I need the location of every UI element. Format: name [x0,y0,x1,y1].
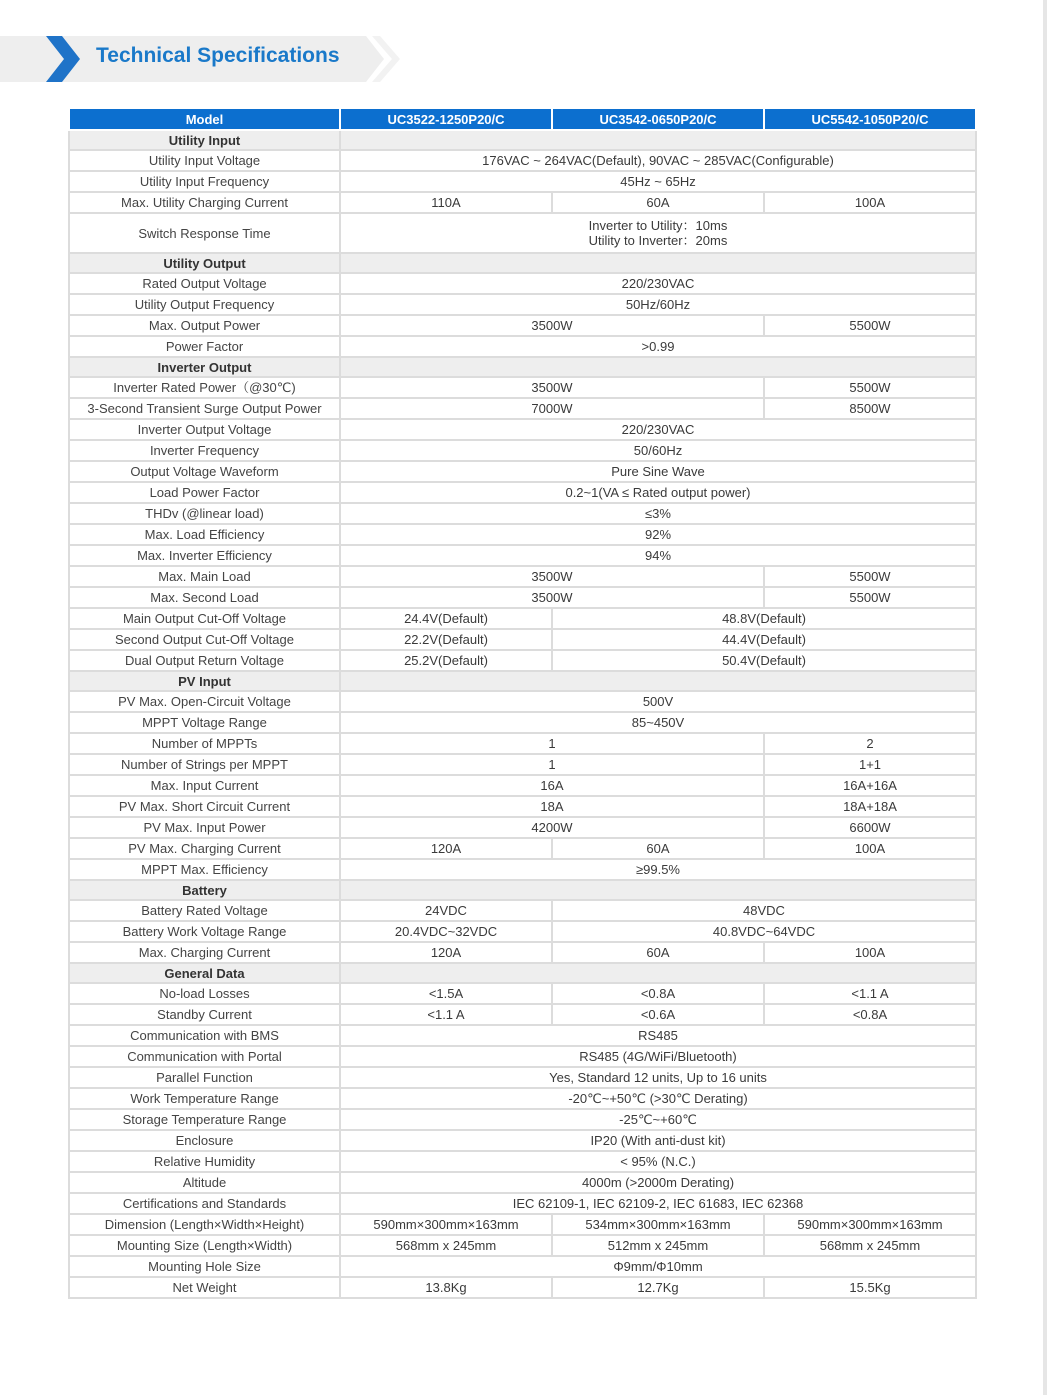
spec-value: IEC 62109-1, IEC 62109-2, IEC 61683, IEC 62368 [340,1193,976,1214]
spec-label: Battery Work Voltage Range [69,921,340,942]
spec-value: 5500W [764,315,976,336]
table-row [69,1067,976,1088]
spec-value: 40.8VDC~64VDC [552,921,976,942]
table-row [69,1025,976,1046]
spec-label: Max. Main Load [69,566,340,587]
spec-value: Pure Sine Wave [340,461,976,482]
table-row [69,1172,976,1193]
table-row [69,545,976,566]
spec-label: Number of Strings per MPPT [69,754,340,775]
spec-value: 94% [340,545,976,566]
table-row [69,377,976,398]
spec-label: Work Temperature Range [69,1088,340,1109]
table-row [69,1277,976,1298]
spec-value: 44.4V(Default) [552,629,976,650]
table-header-row [69,108,976,130]
spec-value: 48VDC [552,900,976,921]
spec-value: 120A [340,942,552,963]
table-row [69,482,976,503]
spec-value: 12.7Kg [552,1277,764,1298]
spec-value: ≤3% [340,503,976,524]
spec-label: Utility Input Voltage [69,150,340,171]
table-row [69,859,976,880]
table-row [69,587,976,608]
spec-value: 48.8V(Default) [552,608,976,629]
table-row [69,942,976,963]
spec-label: Net Weight [69,1277,340,1298]
spec-value: -25℃~+60℃ [340,1109,976,1130]
spec-value: 100A [764,838,976,859]
section-title: Inverter Output [69,357,340,377]
table-row [69,566,976,587]
table-row [69,629,976,650]
spec-value: 22.2V(Default) [340,629,552,650]
spec-value-line: Utility to Inverter：20ms [588,233,728,248]
spec-value: 590mm×300mm×163mm [340,1214,552,1235]
spec-value: 25.2V(Default) [340,650,552,671]
spec-value: 60A [552,192,764,213]
table-row [69,1109,976,1130]
spec-value: <0.6A [552,1004,764,1025]
table-row [69,712,976,733]
table-row [69,1046,976,1067]
spec-value: 18A [340,796,764,817]
table-row [69,1004,976,1025]
spec-label: Enclosure [69,1130,340,1151]
table-row [69,1235,976,1256]
spec-label: Max. Second Load [69,587,340,608]
spec-value: Yes, Standard 12 units, Up to 16 units [340,1067,976,1088]
table-row [69,754,976,775]
spec-value: 7000W [340,398,764,419]
section-filler [340,130,976,150]
table-row [69,817,976,838]
spec-value: 500V [340,691,976,712]
spec-label: Max. Load Efficiency [69,524,340,545]
spec-label: PV Max. Short Circuit Current [69,796,340,817]
spec-value: 100A [764,942,976,963]
column-header-uc3542: UC3542-0650P20/C [552,108,764,130]
spec-value: 100A [764,192,976,213]
spec-value: ≥99.5% [340,859,976,880]
spec-value: 512mm x 245mm [552,1235,764,1256]
spec-label: Mounting Hole Size [69,1256,340,1277]
table-row [69,213,976,253]
spec-label: Inverter Output Voltage [69,419,340,440]
column-header-uc3522: UC3522-1250P20/C [340,108,552,130]
spec-value: -20℃~+50℃ (>30℃ Derating) [340,1088,976,1109]
table-row [69,733,976,754]
spec-value: 5500W [764,587,976,608]
section-row [69,963,976,983]
table-row [69,336,976,357]
table-row [69,983,976,1004]
section-title: General Data [69,963,340,983]
spec-label: Dual Output Return Voltage [69,650,340,671]
spec-value: 3500W [340,377,764,398]
table-row [69,192,976,213]
page-title: Technical Specifications [96,44,340,67]
spec-value: 16A+16A [764,775,976,796]
table-row [69,461,976,482]
spec-value: RS485 [340,1025,976,1046]
section-title: Utility Input [69,130,340,150]
spec-label: Power Factor [69,336,340,357]
spec-label: Communication with Portal [69,1046,340,1067]
table-row [69,1214,976,1235]
spec-value: 85~450V [340,712,976,733]
spec-label: Certifications and Standards [69,1193,340,1214]
spec-value: >0.99 [340,336,976,357]
spec-value: Φ9mm/Φ10mm [340,1256,976,1277]
column-header-model: Model [69,108,340,130]
table-row [69,440,976,461]
spec-value: 45Hz ~ 65Hz [340,171,976,192]
spec-value: 3500W [340,587,764,608]
section-title: PV Input [69,671,340,691]
table-row [69,796,976,817]
spec-value: 50/60Hz [340,440,976,461]
spec-value: 590mm×300mm×163mm [764,1214,976,1235]
table-row [69,419,976,440]
table-row [69,1193,976,1214]
spec-label: Inverter Rated Power（@30℃) [69,377,340,398]
spec-label: MPPT Voltage Range [69,712,340,733]
spec-value: 220/230VAC [340,419,976,440]
page-edge [1043,0,1047,1395]
spec-value: 0.2~1(VA ≤ Rated output power) [340,482,976,503]
table-row [69,650,976,671]
spec-value: 568mm x 245mm [340,1235,552,1256]
section-filler [340,671,976,691]
spec-label: Number of MPPTs [69,733,340,754]
spec-value: 16A [340,775,764,796]
spec-label: Mounting Size (Length×Width) [69,1235,340,1256]
table-row [69,838,976,859]
spec-label: Main Output Cut-Off Voltage [69,608,340,629]
spec-value: 176VAC ~ 264VAC(Default), 90VAC ~ 285VAC(Configurable) [340,150,976,171]
spec-label: Max. Utility Charging Current [69,192,340,213]
section-title: Battery [69,880,340,900]
section-title: Utility Output [69,253,340,273]
spec-value: <1.1 A [340,1004,552,1025]
spec-value: 60A [552,838,764,859]
spec-label: No-load Losses [69,983,340,1004]
spec-value: 5500W [764,377,976,398]
table-row [69,294,976,315]
table-row [69,1088,976,1109]
spec-value: <1.1 A [764,983,976,1004]
spec-label: THDv (@linear load) [69,503,340,524]
section-filler [340,880,976,900]
table-row [69,1256,976,1277]
spec-value: 24.4V(Default) [340,608,552,629]
table-row [69,398,976,419]
table-row [69,691,976,712]
spec-value: IP20 (With anti-dust kit) [340,1130,976,1151]
spec-label: Max. Input Current [69,775,340,796]
spec-value: 50.4V(Default) [552,650,976,671]
spec-value: 4200W [340,817,764,838]
table-row [69,900,976,921]
section-row [69,671,976,691]
spec-label: Inverter Frequency [69,440,340,461]
table-row [69,171,976,192]
spec-value: 1 [340,754,764,775]
spec-value [340,213,976,253]
column-header-uc5542: UC5542-1050P20/C [764,108,976,130]
spec-value: 568mm x 245mm [764,1235,976,1256]
table-row [69,503,976,524]
spec-label: Dimension (Length×Width×Height) [69,1214,340,1235]
spec-value: 3500W [340,566,764,587]
spec-value: 20.4VDC~32VDC [340,921,552,942]
spec-label: Output Voltage Waveform [69,461,340,482]
spec-value-line: Inverter to Utility：10ms [588,218,728,233]
section-filler [340,253,976,273]
spec-value: 24VDC [340,900,552,921]
spec-label: PV Max. Charging Current [69,838,340,859]
section-row [69,253,976,273]
spec-value: 8500W [764,398,976,419]
spec-label: Max. Inverter Efficiency [69,545,340,566]
spec-label: Load Power Factor [69,482,340,503]
spec-value: 50Hz/60Hz [340,294,976,315]
spec-label: Storage Temperature Range [69,1109,340,1130]
section-row [69,357,976,377]
spec-value: 13.8Kg [340,1277,552,1298]
spec-value: 2 [764,733,976,754]
table-row [69,775,976,796]
spec-value: < 95% (N.C.) [340,1151,976,1172]
spec-value: RS485 (4G/WiFi/Bluetooth) [340,1046,976,1067]
section-filler [340,357,976,377]
table-row [69,273,976,294]
spec-label: Second Output Cut-Off Voltage [69,629,340,650]
table-row [69,150,976,171]
spec-label: Utility Output Frequency [69,294,340,315]
spec-value: 220/230VAC [340,273,976,294]
spec-value: 1+1 [764,754,976,775]
spec-value: 6600W [764,817,976,838]
spec-value: 120A [340,838,552,859]
spec-label: Standby Current [69,1004,340,1025]
spec-value: <1.5A [340,983,552,1004]
spec-label: Utility Input Frequency [69,171,340,192]
table-row [69,315,976,336]
table-row [69,524,976,545]
spec-value: 60A [552,942,764,963]
spec-value: 5500W [764,566,976,587]
spec-value: 4000m (>2000m Derating) [340,1172,976,1193]
spec-label: Altitude [69,1172,340,1193]
spec-label: 3-Second Transient Surge Output Power [69,398,340,419]
table-row [69,1130,976,1151]
section-row [69,880,976,900]
spec-label: PV Max. Open-Circuit Voltage [69,691,340,712]
table-row [69,608,976,629]
spec-label: MPPT Max. Efficiency [69,859,340,880]
spec-label: Battery Rated Voltage [69,900,340,921]
spec-label: Rated Output Voltage [69,273,340,294]
spec-value: 1 [340,733,764,754]
spec-label: Max. Charging Current [69,942,340,963]
spec-label: Relative Humidity [69,1151,340,1172]
table-row [69,921,976,942]
spec-value: 534mm×300mm×163mm [552,1214,764,1235]
spec-label: Switch Response Time [69,213,340,253]
spec-value: 110A [340,192,552,213]
spec-label: Communication with BMS [69,1025,340,1046]
spec-value: <0.8A [552,983,764,1004]
spec-value: <0.8A [764,1004,976,1025]
section-filler [340,963,976,983]
section-row [69,130,976,150]
spec-label: Max. Output Power [69,315,340,336]
spec-label: Parallel Function [69,1067,340,1088]
spec-value: 15.5Kg [764,1277,976,1298]
spec-table [68,107,977,1299]
spec-value: 18A+18A [764,796,976,817]
spec-label: PV Max. Input Power [69,817,340,838]
spec-table-body [69,130,976,1298]
spec-value: 92% [340,524,976,545]
spec-value: 3500W [340,315,764,336]
table-row [69,1151,976,1172]
